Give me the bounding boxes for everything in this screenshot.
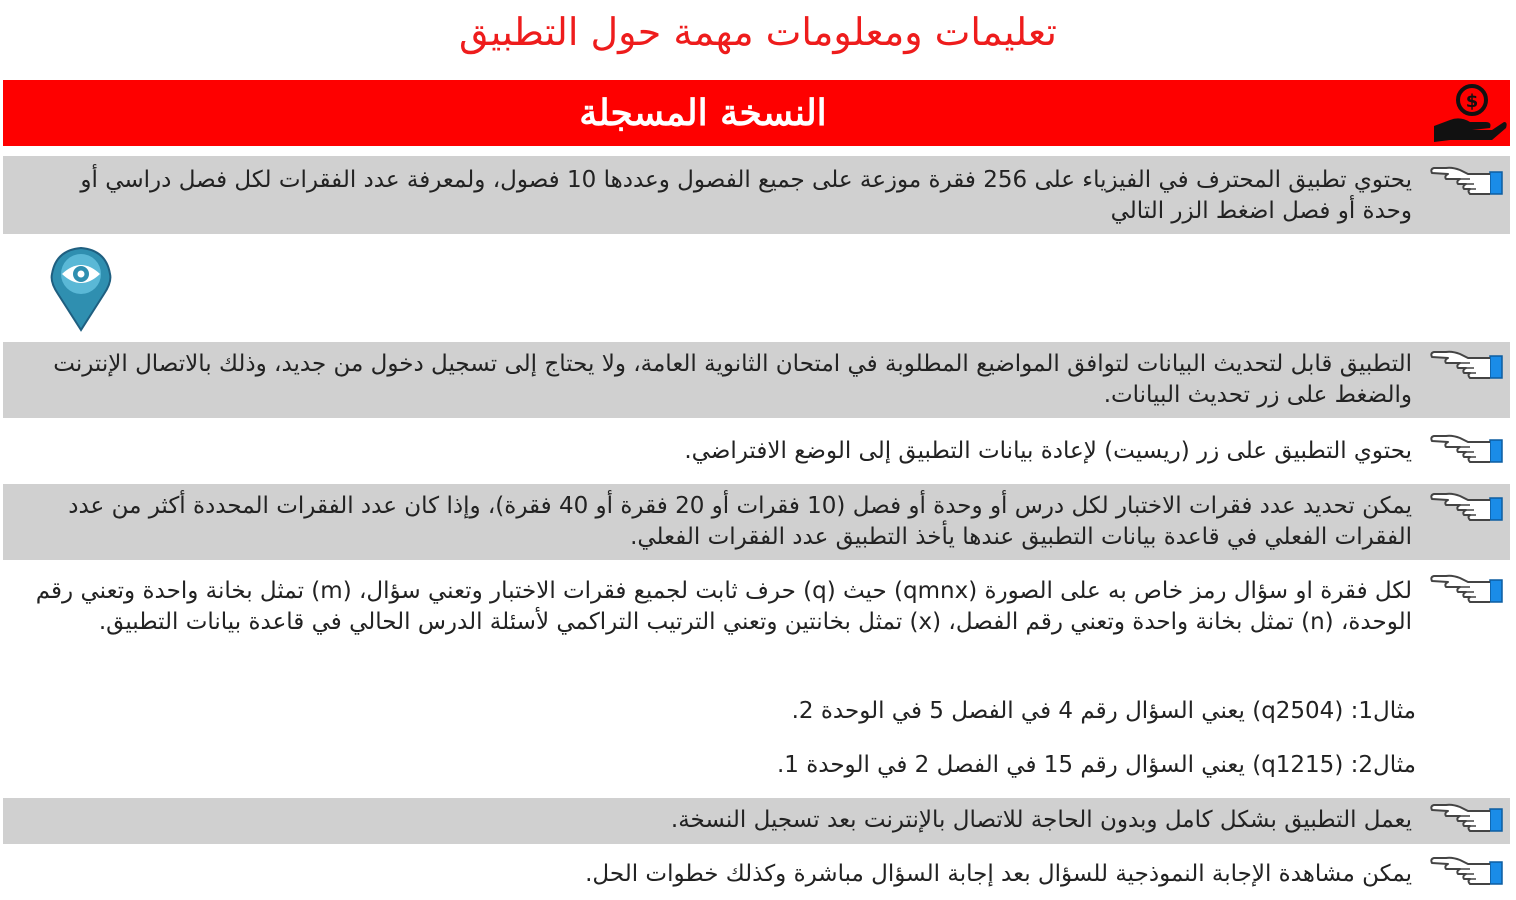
pointing-hand-icon: [1430, 162, 1510, 206]
info-item-text: يحتوي تطبيق المحترف في الفيزياء على 256 فقرة موزعة على جميع الفصول وعددها 10 فصول، ولمعرفة عدد الفقرات لكل فصل دراسي أو وحدة أو فصل اضغط الزر التالي: [80, 167, 1412, 224]
info-item-3: [3, 424, 1510, 480]
pointing-hand-icon: [1430, 346, 1510, 390]
pointing-hand-icon: [1430, 570, 1510, 614]
pointing-hand-icon: [1430, 430, 1510, 474]
info-item-1: [3, 156, 1510, 234]
info-item-2: [3, 342, 1510, 418]
info-item-text: يمكن تحديد عدد فقرات الاختبار لكل درس أو وحدة أو فصل (10 فقرات أو 20 فقرة أو 40 فقرة)، وإذا كان عدد الفقرات المحددة أكثر من عدد الفقرات الفعلي في قاعدة بيانات التطبيق عندها يأخذ التطبيق عدد الفقرات الفعلي.: [68, 493, 1412, 550]
info-item-text: يمكن مشاهدة الإجابة النموذجية للسؤال بعد إجابة السؤال مباشرة وكذلك خطوات الحل.: [585, 861, 1412, 887]
pointing-hand-icon: [1430, 799, 1510, 843]
pointing-hand-icon: [1430, 488, 1510, 532]
banner-label: النسخة المسجلة: [579, 92, 827, 134]
page-title: تعليمات ومعلومات مهمة حول التطبيق: [459, 10, 1057, 54]
info-item-6: [3, 798, 1510, 844]
info-item-text: التطبيق قابل لتحديث البيانات لتوافق المواضيع المطلوبة في امتحان الثانوية العامة، ولا يحتاج إلى تسجيل دخول من جديد، وذلك بالاتصال الإنترنت والضغط على زر تحديث البيانات.: [53, 351, 1412, 408]
info-item-text: لكل فقرة او سؤال رمز خاص به على الصورة (qmnx) حيث (q) حرف ثابت لجميع فقرات الاختبار وتعني سؤال، (m) تمثل بخانة واحدة وتعني رقم الوحدة، (n) تمثل بخانة واحدة وتعني رقم الفصل، (x) تمثل بخانتين وتعني الترتيب التراكمي لأسئلة الدرس الحالي في قاعدة بيانات التطبيق.: [35, 578, 1412, 635]
info-item-text: يحتوي التطبيق على زر (ريسيت) لإعادة بيانات التطبيق إلى الوضع الافتراضي.: [684, 438, 1412, 464]
example-1: مثال1: (q2504) يعني السؤال رقم 4 في الفصل 5 في الوحدة 2.: [791, 698, 1416, 724]
pointing-hand-icon: [1430, 852, 1510, 896]
info-item-7: [3, 848, 1510, 900]
info-item-5: [3, 566, 1510, 678]
coin-hand-icon: [1430, 82, 1508, 146]
example-2: مثال2: (q1215) يعني السؤال رقم 15 في الفصل 2 في الوحدة 1.: [776, 752, 1416, 778]
registered-version-banner: [3, 80, 1510, 146]
info-item-text: يعمل التطبيق بشكل كامل وبدون الحاجة للاتصال بالإنترنت بعد تسجيل النسخة.: [670, 807, 1412, 833]
info-item-4: [3, 484, 1510, 560]
svg-text:$: $: [1465, 91, 1479, 112]
eye-location-pin-icon[interactable]: [50, 246, 112, 332]
